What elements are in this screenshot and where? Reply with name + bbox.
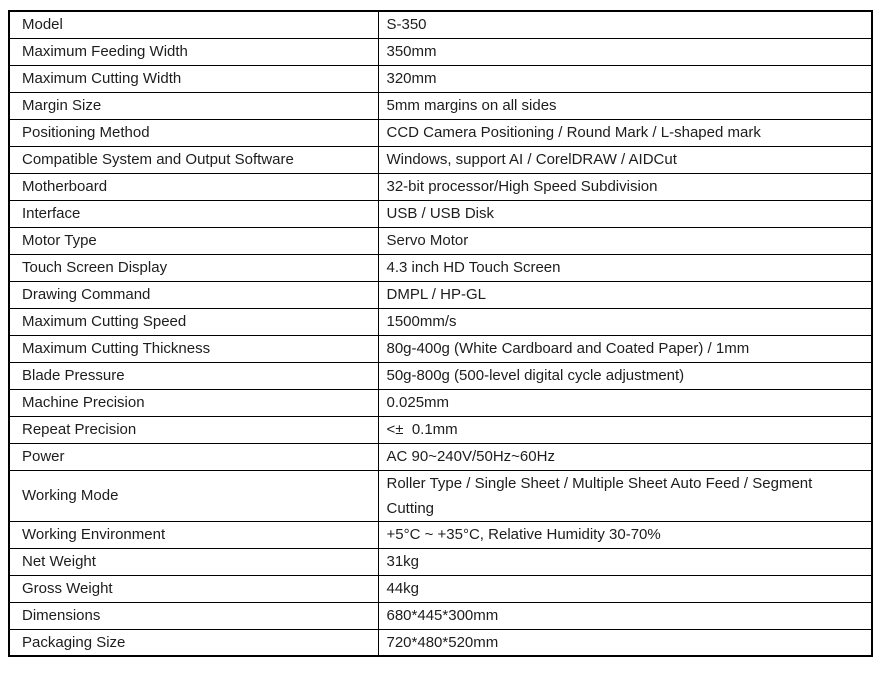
spec-label-cell: Maximum Cutting Width — [9, 65, 378, 92]
table-row — [9, 548, 872, 575]
spec-value-cell: 5mm margins on all sides — [378, 92, 872, 119]
spec-value-cell: DMPL / HP-GL — [378, 281, 872, 308]
table-row — [9, 602, 872, 629]
spec-value-cell: Roller Type / Single Sheet / Multiple Sheet Auto Feed / Segment Cutting — [378, 470, 872, 521]
spec-label-cell: Repeat Precision — [9, 416, 378, 443]
table-row — [9, 227, 872, 254]
spec-value-cell: Windows, support AI / CorelDRAW / AIDCut — [378, 146, 872, 173]
spec-label-cell: Motherboard — [9, 173, 378, 200]
table-row — [9, 173, 872, 200]
table-row — [9, 389, 872, 416]
table-row — [9, 119, 872, 146]
spec-label-cell: Compatible System and Output Software — [9, 146, 378, 173]
spec-label-cell: Working Mode — [9, 470, 378, 521]
spec-value-cell: USB / USB Disk — [378, 200, 872, 227]
table-row — [9, 65, 872, 92]
spec-label-cell: Working Environment — [9, 521, 378, 548]
spec-label-cell: Positioning Method — [9, 119, 378, 146]
table-row — [9, 11, 872, 38]
spec-value-cell: 80g-400g (White Cardboard and Coated Paper) / 1mm — [378, 335, 872, 362]
table-row — [9, 335, 872, 362]
table-row — [9, 308, 872, 335]
spec-value-cell: 50g-800g (500-level digital cycle adjustment) — [378, 362, 872, 389]
spec-table-container — [8, 10, 873, 657]
spec-table — [8, 10, 873, 657]
spec-value-cell: <± 0.1mm — [378, 416, 872, 443]
spec-label-cell: Blade Pressure — [9, 362, 378, 389]
table-row — [9, 521, 872, 548]
spec-value-cell: 32-bit processor/High Speed Subdivision — [378, 173, 872, 200]
table-row — [9, 362, 872, 389]
spec-value-cell: 1500mm/s — [378, 308, 872, 335]
spec-label-cell: Model — [9, 11, 378, 38]
table-row — [9, 200, 872, 227]
spec-label-cell: Net Weight — [9, 548, 378, 575]
spec-label-cell: Interface — [9, 200, 378, 227]
spec-label-cell: Maximum Cutting Thickness — [9, 335, 378, 362]
spec-label-cell: Touch Screen Display — [9, 254, 378, 281]
spec-value-cell: Servo Motor — [378, 227, 872, 254]
spec-label-cell: Gross Weight — [9, 575, 378, 602]
table-row — [9, 146, 872, 173]
table-row — [9, 92, 872, 119]
table-row — [9, 629, 872, 656]
spec-value-cell: 680*445*300mm — [378, 602, 872, 629]
spec-label-cell: Motor Type — [9, 227, 378, 254]
spec-value-cell: +5°C ~ +35°C, Relative Humidity 30-70% — [378, 521, 872, 548]
spec-label-cell: Maximum Feeding Width — [9, 38, 378, 65]
spec-value-cell: 31kg — [378, 548, 872, 575]
table-row — [9, 416, 872, 443]
spec-value-cell: 4.3 inch HD Touch Screen — [378, 254, 872, 281]
spec-value-cell: 0.025mm — [378, 389, 872, 416]
spec-value-cell: CCD Camera Positioning / Round Mark / L-shaped mark — [378, 119, 872, 146]
spec-label-cell: Margin Size — [9, 92, 378, 119]
spec-label-cell: Packaging Size — [9, 629, 378, 656]
spec-label-cell: Drawing Command — [9, 281, 378, 308]
table-row — [9, 470, 872, 521]
table-row — [9, 254, 872, 281]
spec-value-cell: 350mm — [378, 38, 872, 65]
spec-value-cell: 720*480*520mm — [378, 629, 872, 656]
spec-label-cell: Maximum Cutting Speed — [9, 308, 378, 335]
spec-label-cell: Power — [9, 443, 378, 470]
table-row — [9, 38, 872, 65]
spec-value-cell: 44kg — [378, 575, 872, 602]
spec-label-cell: Dimensions — [9, 602, 378, 629]
table-row — [9, 281, 872, 308]
table-row — [9, 443, 872, 470]
spec-value-cell: S-350 — [378, 11, 872, 38]
spec-value-cell: 320mm — [378, 65, 872, 92]
spec-label-cell: Machine Precision — [9, 389, 378, 416]
spec-value-cell: AC 90~240V/50Hz~60Hz — [378, 443, 872, 470]
table-row — [9, 575, 872, 602]
